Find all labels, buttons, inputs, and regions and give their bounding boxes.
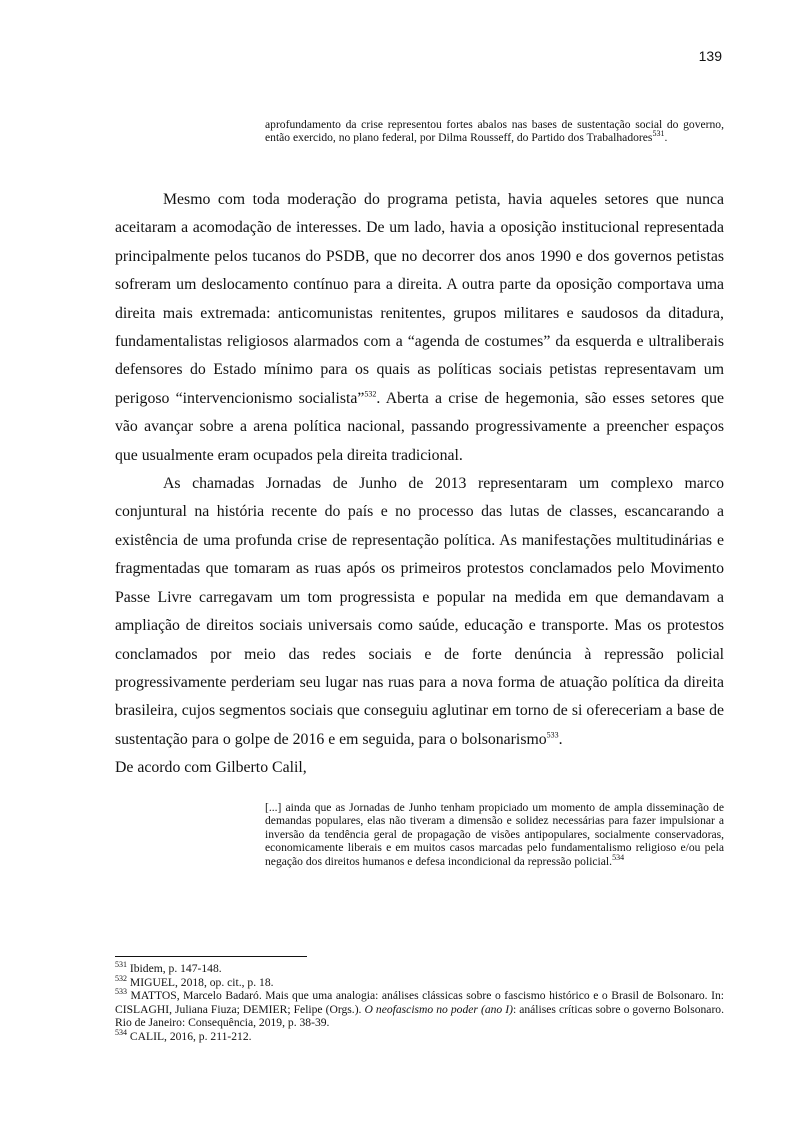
calil-quote-text: [...] ainda que as Jornadas de Junho tenham propiciado um momento de ampla disseminação de demandas populares, elas não tiveram a dimensão e solidez necessárias para fazer impulsionar a inversão da tendência geral de propagação de visões antipopulares, socialmente conservadoras, economicamente liberais e em muitos casos marcadas pelo fundamentalismo religioso e/ou pela negação dos direitos humanos e defesa incondicional da repressão policial. xyxy=(265,801,724,868)
footnote-531 xyxy=(115,962,724,976)
paragraph-2 xyxy=(115,470,724,754)
footnote-number: 532 xyxy=(115,973,127,983)
footnote-divider xyxy=(115,956,307,957)
footnote-532 xyxy=(115,973,724,990)
footnote-534 xyxy=(115,1027,724,1044)
footnote-ref-531[interactable]: 531 xyxy=(652,129,665,139)
footnotes xyxy=(115,962,724,1043)
footnote-text: Ibidem, p. 147-148. xyxy=(127,962,222,975)
footnote-number: 531 xyxy=(115,960,127,970)
footnote-number: 534 xyxy=(115,1027,127,1037)
footnote-533 xyxy=(115,989,724,1030)
paragraph-2-text-b: . xyxy=(558,730,563,748)
footnote-text-b: : análises críticas sobre o governo Bolsonaro. Rio de Janeiro: Consequência, 2019, p. 38-39. xyxy=(115,1002,725,1029)
top-block-quote: aprofundamento da crise representou fortes abalos nas bases de sustentação social do governo, então exercido, no plano federal, por Dilma Rousseff, do Partido dos Trabalhadores$^{531}$. xyxy=(265,118,724,145)
page-number: 139 xyxy=(698,48,722,64)
paragraph-2-text-a: As chamadas Jornadas de Junho de 2013 representaram um complexo marco conjuntural na história recente do país e no processo das lutas de classes, escancarando a existência de uma profunda crise de representação política. As manifestações multitudinárias e fragmentadas que tomaram as ruas após os primeiros protestos conclamados pelo Movimento Passe Livre carregavam um tom progressista e popular na medida em que demandavam a ampliação de direitos sociais universais como saúde, educação e transporte. Mas os protestos conclamados por meio das redes sociais e de forte denúncia à repressão policial progressivamente perderiam seu lugar nas ruas para a nova forma de atuação política da direita brasileira, cujos segmentos sociais que conseguiu aglutinar em torno de si ofereceriam a base de sustentação para o golpe de 2016 e em seguida, para o bolsonarismo xyxy=(115,475,724,748)
footnote-ref-533[interactable]: 533 xyxy=(546,730,559,740)
paragraph-1-text-a: Mesmo com toda moderação do programa petista, havia aqueles setores que nunca aceitaram a acomodação de interesses. De um lado, havia a oposição institucional representada principalmente pelos tucanos do PSDB, que no decorrer dos anos 1990 e dos governos petistas sofreram um deslocamento contínuo para a direita. A outra parte da oposição comportava uma direita mais extremada: anticomunistas renitentes, grupos militares e saudosos da ditadura, fundamentalistas religiosos alarmados com a “agenda de costumes” da esquerda e ultraliberais defensores do Estado mínimo para os quais as políticas sociais petistas representavam um perigoso “intervencionismo socialista” xyxy=(115,191,724,407)
paragraph-3: De acordo com Gilberto Calil, xyxy=(115,759,307,777)
footnote-text-a: MATTOS, Marcelo Badaró. Mais que uma analogia: análises clássicas sobre o fascismo histórico e o Brasil de Bolsonaro. In: CISLAGHI, Juliana Fiuza; DEMIER; Felipe (Orgs.). xyxy=(115,989,724,1016)
footnote-ref-534[interactable]: 534 xyxy=(612,852,625,862)
footnote-book-title: O neofascismo no poder (ano I) xyxy=(364,1002,513,1016)
footnote-ref-532[interactable]: 532 xyxy=(364,389,377,399)
top-quote-text: aprofundamento da crise representou fortes abalos nas bases de sustentação social do governo, então exercido, no plano federal, por Dilma Rousseff, do Partido dos Trabalhadores xyxy=(265,118,724,145)
body-text xyxy=(115,186,724,783)
footnote-text: MIGUEL, 2018, op. cit., p. 18. xyxy=(127,975,274,989)
paragraph-1-text-b: . Aberta a crise de hegemonia, são esses setores que vão avançar sobre a arena política nacional, passando progressivamente a preencher espaços que usualmente eram ocupados pela direita tradicional. xyxy=(115,389,724,464)
footnote-number: 533 xyxy=(115,987,127,997)
paragraph-1 xyxy=(115,186,724,470)
calil-block-quote xyxy=(265,801,724,868)
footnote-text: CALIL, 2016, p. 211-212. xyxy=(127,1029,252,1043)
